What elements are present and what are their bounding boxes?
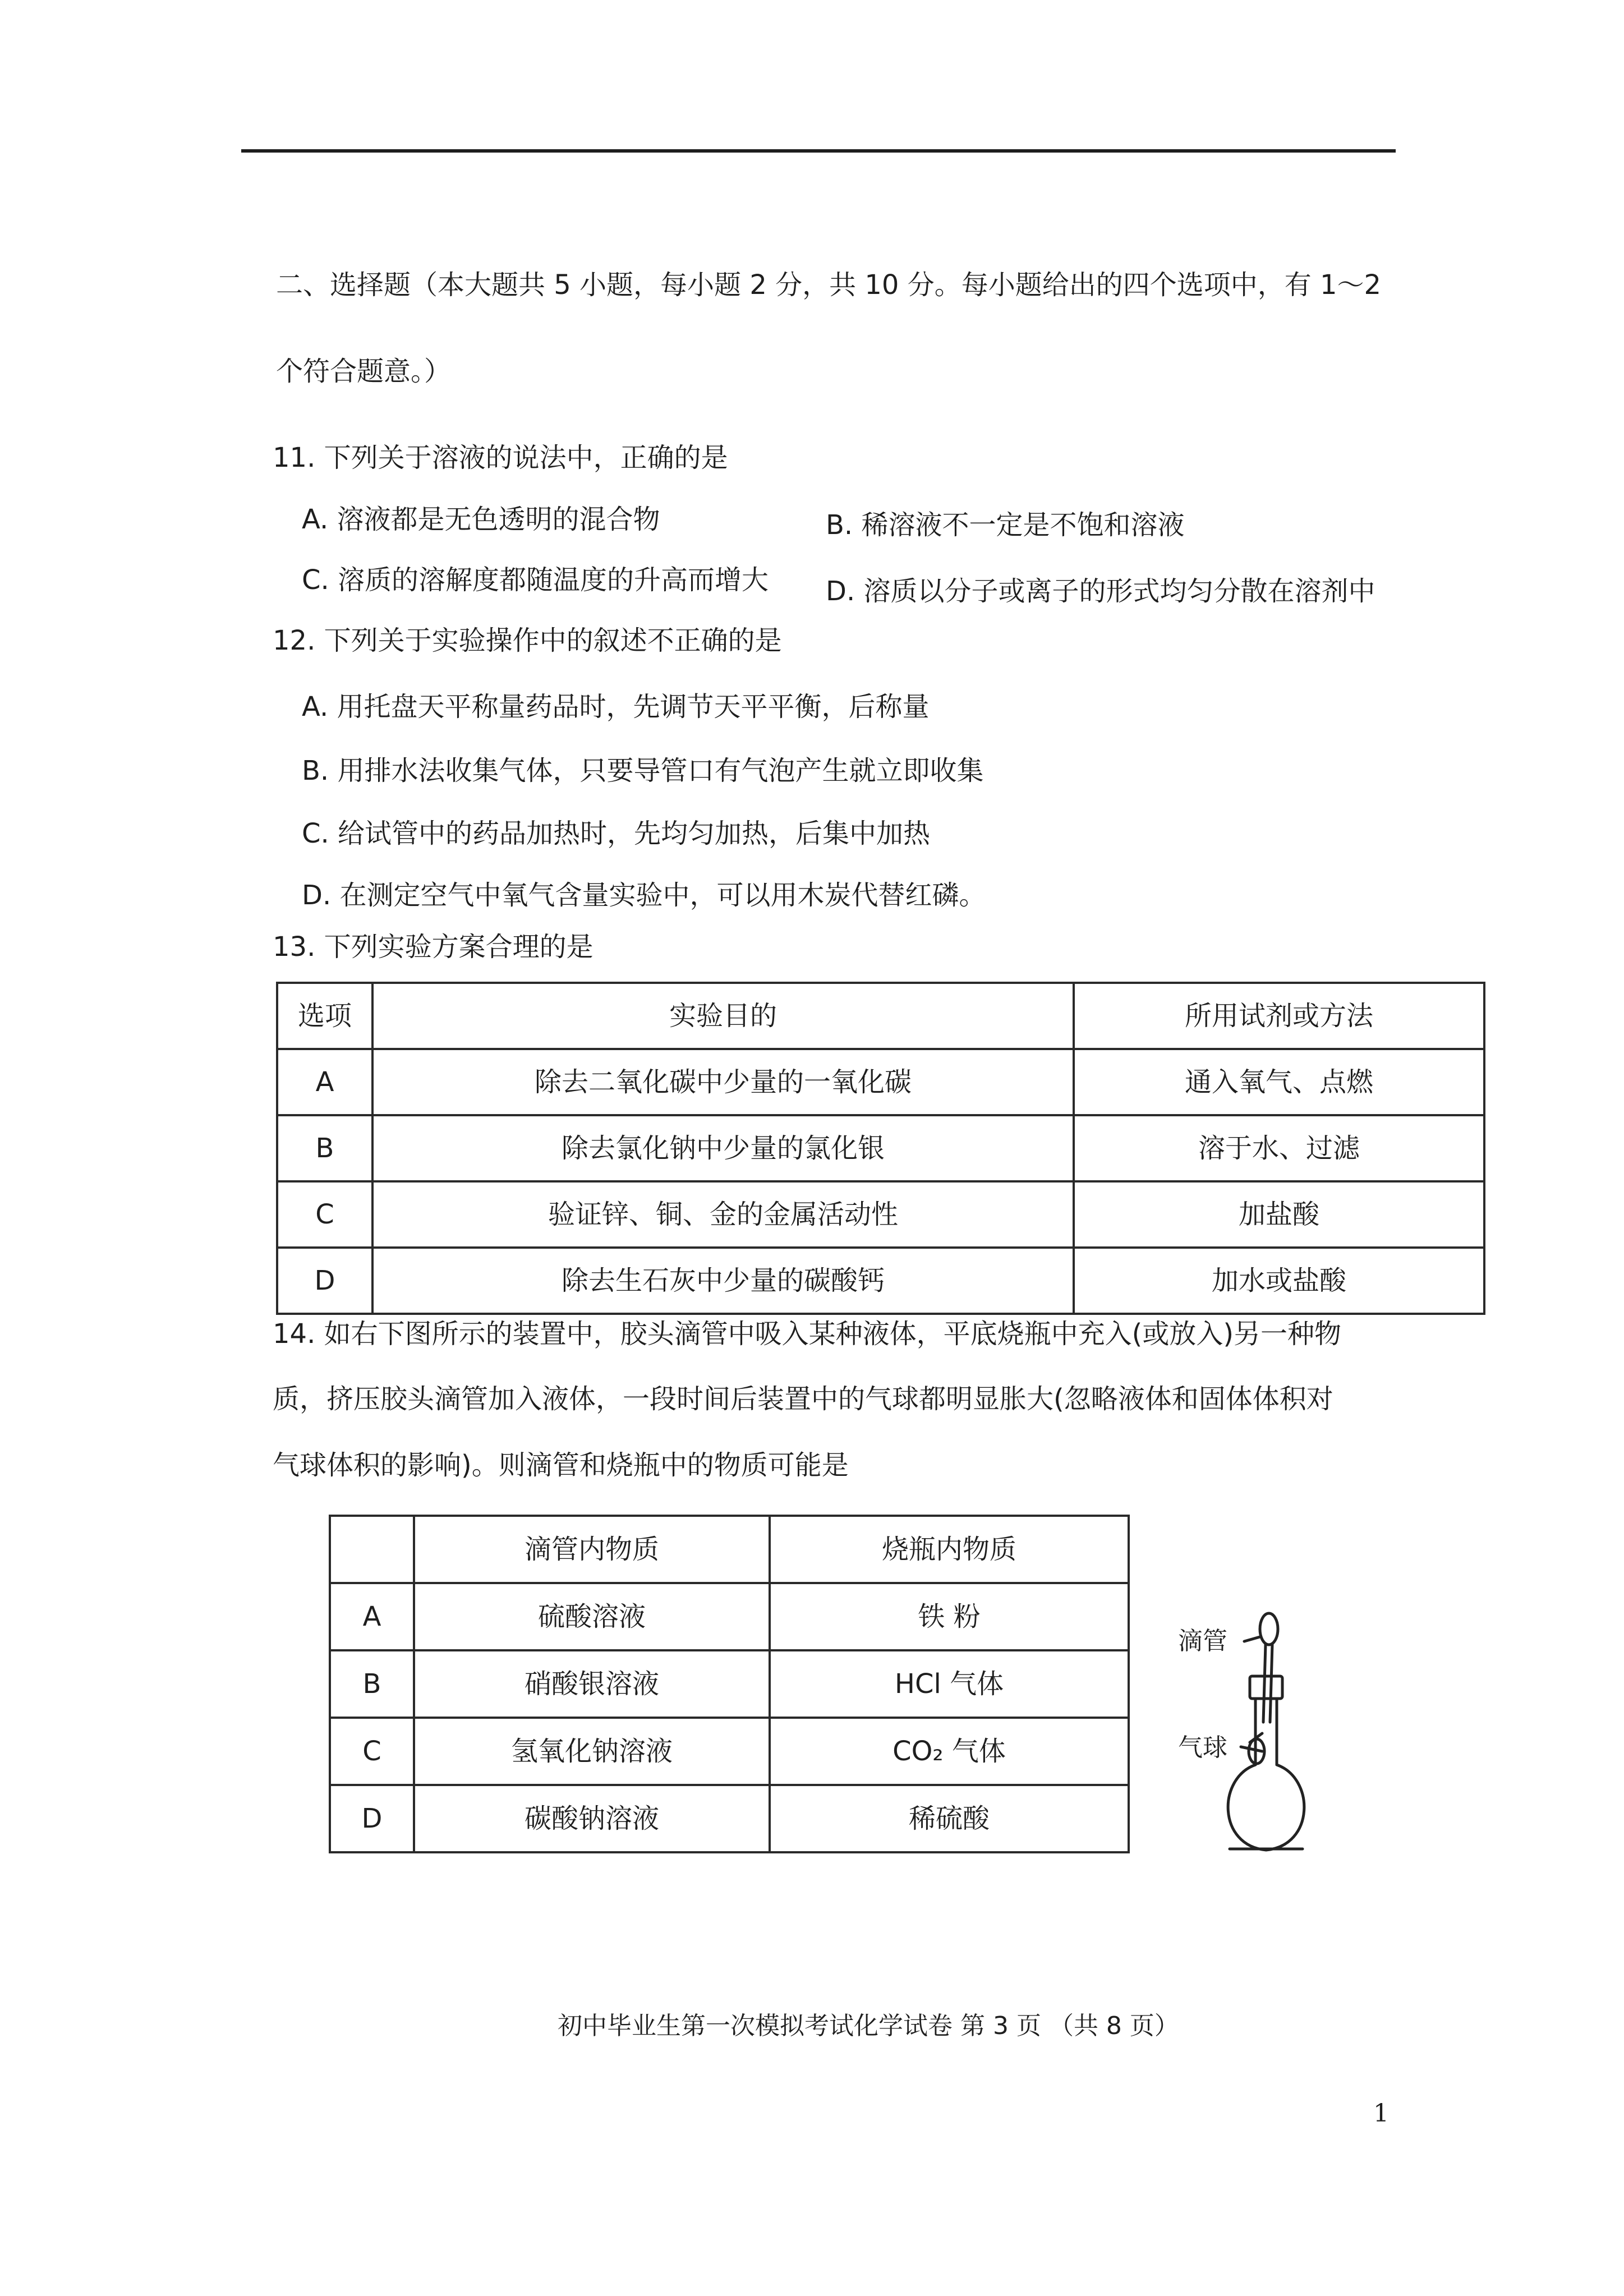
table-header-cell: 实验目的	[372, 983, 1074, 1049]
table-cell: B	[330, 1650, 414, 1718]
table-cell: 加盐酸	[1074, 1181, 1484, 1248]
q12-option-c: C. 给试管中的药品加热时，先均匀加热，后集中加热	[302, 818, 931, 849]
q11-option-c: C. 溶质的溶解度都随温度的升高而增大	[302, 564, 769, 596]
balloon-label: 气球	[1178, 1733, 1227, 1762]
q14-table	[329, 1515, 1130, 1853]
table-row	[277, 1115, 1484, 1181]
table-cell: C	[277, 1181, 372, 1248]
q12-option-a: A. 用托盘天平称量药品时，先调节天平平衡，后称量	[302, 691, 930, 723]
table-cell: 铁 粉	[770, 1583, 1129, 1650]
q11-stem: 11. 下列关于溶液的说法中，正确的是	[273, 442, 728, 473]
table-cell: 除去二氧化碳中少量的一氧化碳	[372, 1049, 1074, 1115]
table-header-row	[330, 1516, 1129, 1583]
table-cell: 除去生石灰中少量的碳酸钙	[372, 1248, 1074, 1314]
table-row	[330, 1785, 1129, 1852]
page-footer: 初中毕业生第一次模拟考试化学试卷 第 3 页 （共 8 页）	[558, 2012, 1179, 2040]
table-cell: B	[277, 1115, 372, 1181]
q14-stem-line1: 14. 如右下图所示的装置中，胶头滴管中吸入某种液体，平底烧瓶中充入(或放入)另一种物	[273, 1318, 1342, 1350]
table-cell: A	[277, 1049, 372, 1115]
q12-stem: 12. 下列关于实验操作中的叙述不正确的是	[273, 625, 782, 656]
table-header-cell: 滴管内物质	[414, 1516, 770, 1583]
q13-stem: 13. 下列实验方案合理的是	[273, 931, 594, 963]
q14-stem-line2: 质，挤压胶头滴管加入液体，一段时间后装置中的气球都明显胀大(忽略液体和固体体积对	[273, 1383, 1333, 1415]
table-cell: 除去氯化钠中少量的氯化银	[372, 1115, 1074, 1181]
table-cell: 氢氧化钠溶液	[414, 1718, 770, 1785]
table-row	[277, 1181, 1484, 1248]
section-heading-line2: 个符合题意。）	[276, 356, 452, 387]
table-header-row	[277, 983, 1484, 1049]
table-cell: CO₂ 气体	[770, 1718, 1129, 1785]
q11-option-a: A. 溶液都是无色透明的混合物	[302, 504, 660, 535]
header-rule	[241, 149, 1396, 153]
table-cell: HCl 气体	[770, 1650, 1129, 1718]
table-row	[330, 1718, 1129, 1785]
table-cell: 溶于水、过滤	[1074, 1115, 1484, 1181]
q11-option-b: B. 稀溶液不一定是不饱和溶液	[826, 509, 1185, 541]
table-cell: 验证锌、铜、金的金属活动性	[372, 1181, 1074, 1248]
section-heading-line1: 二、选择题（本大题共 5 小题，每小题 2 分，共 10 分。每小题给出的四个选项中，有 1～2	[276, 269, 1382, 301]
table-header-cell: 选项	[277, 983, 372, 1049]
table-cell: D	[277, 1248, 372, 1314]
q13-table	[276, 982, 1485, 1315]
q12-option-b: B. 用排水法收集气体，只要导管口有气泡产生就立即收集	[302, 755, 984, 786]
table-header-cell: 所用试剂或方法	[1074, 983, 1484, 1049]
dropper-label: 滴管	[1178, 1627, 1227, 1655]
table-cell: D	[330, 1785, 414, 1852]
table-cell: 稀硫酸	[770, 1785, 1129, 1852]
table-header-cell: 烧瓶内物质	[770, 1516, 1129, 1583]
table-cell: 加水或盐酸	[1074, 1248, 1484, 1314]
table-cell: 碳酸钠溶液	[414, 1785, 770, 1852]
q11-option-d: D. 溶质以分子或离子的形式均匀分散在溶剂中	[826, 576, 1375, 607]
table-row	[277, 1248, 1484, 1314]
table-cell: 通入氧气、点燃	[1074, 1049, 1484, 1115]
apparatus-figure	[1178, 1604, 1425, 1862]
table-cell: 硫酸溶液	[414, 1583, 770, 1650]
table-row	[330, 1583, 1129, 1650]
q14-stem-line3: 气球体积的影响)。则滴管和烧瓶中的物质可能是	[273, 1450, 849, 1481]
flask-dropper-icon	[1178, 1604, 1425, 1862]
table-cell: A	[330, 1583, 414, 1650]
table-header-cell	[330, 1516, 414, 1583]
page-number: 1	[1373, 2099, 1389, 2128]
table-row	[330, 1650, 1129, 1718]
table-row	[277, 1049, 1484, 1115]
table-cell: C	[330, 1718, 414, 1785]
q12-option-d: D. 在测定空气中氧气含量实验中，可以用木炭代替红磷。	[302, 880, 986, 911]
table-cell: 硝酸银溶液	[414, 1650, 770, 1718]
